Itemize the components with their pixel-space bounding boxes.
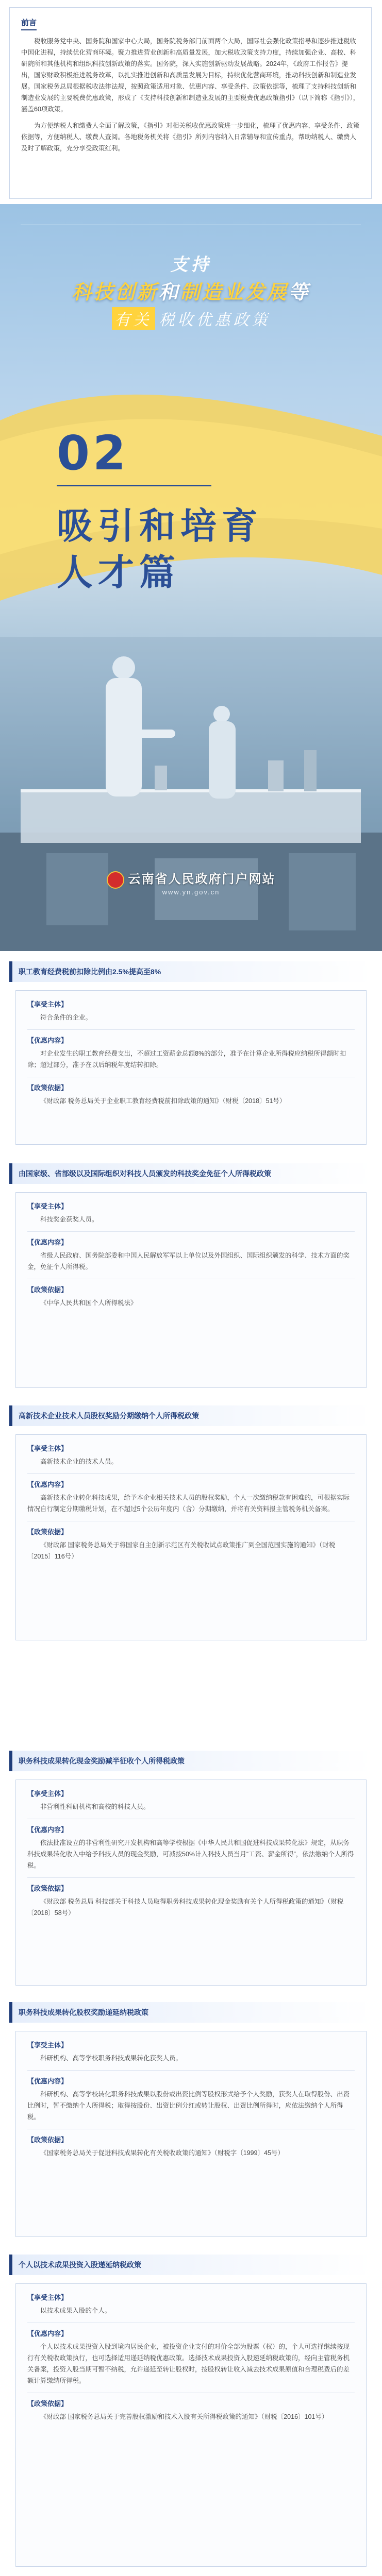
divider <box>57 485 211 486</box>
laboratory-photo <box>0 637 382 951</box>
card-text: 《财政部 税务总局 科技部关于科技人员取得职务科技成果转化现金奖励有关个人所得税政策的通知》（财税〔2018〕58号） <box>27 1898 344 1917</box>
watermark-text: 云南省人民政府门户网站 <box>128 872 276 886</box>
hero-title-text: 和 <box>158 282 180 303</box>
card-label: 【享受主体】 <box>27 1202 68 1210</box>
policy-card <box>15 2031 367 2237</box>
card-label: 【优惠内容】 <box>27 1481 68 1488</box>
card-text: 非营利性科研机构和高校的科技人员。 <box>40 1803 150 1810</box>
card-text: 符合条件的企业。 <box>40 1014 92 1021</box>
card-text: 高新技术企业转化科技成果，给予本企业相关技术人员的股权奖励，个人一次缴纳税款有困难的，可根据实际情况自行制定分期缴税计划，在不超过5个公历年度内（含）分期缴纳，并将有关资料报主管税务机关备案。 <box>27 1494 350 1513</box>
card-label: 【政策依据】 <box>27 1528 68 1536</box>
policy-card <box>15 1192 367 1388</box>
card-text: 《中华人民共和国个人所得税法》 <box>40 1299 137 1307</box>
hero-banner <box>0 204 382 951</box>
policy-card <box>15 1780 367 1986</box>
divider <box>27 2070 355 2071</box>
card-text: 个人以技术成果投资入股到境内居民企业，被投资企业支付的对价全部为股票（权）的，个人可选择继续按现行有关税收政策执行，也可选择适用递延纳税优惠政策。选择技术成果投资入股递延纳税政策的，经向主管税务机关备案，投资入股当期可暂不纳税，允许递延至转让股权时，按股权转让收入减去技术成果原值和合理税费后的差额计算缴纳所得税。 <box>27 2343 350 2384</box>
card-label: 【享受主体】 <box>27 2294 68 2301</box>
section-header: 高新技术企业技术人员股权奖励分期缴纳个人所得税政策 <box>9 1405 372 1426</box>
chapter-title-line: 吸引和培育 <box>57 506 263 546</box>
card-label: 【政策依据】 <box>27 1885 68 1892</box>
card-label: 【政策依据】 <box>27 1286 68 1294</box>
card-label: 【享受主体】 <box>27 2041 68 2049</box>
chapter-title <box>57 503 263 596</box>
card-label: 【享受主体】 <box>27 1001 68 1008</box>
card-label: 【优惠内容】 <box>27 2330 68 2337</box>
card-label: 【优惠内容】 <box>27 1826 68 1834</box>
preface-title: 前言 <box>21 17 37 30</box>
divider <box>27 1473 355 1474</box>
card-label: 【优惠内容】 <box>27 1239 68 1246</box>
section-header: 由国家级、省部级以及国际组织对科技人员颁发的科技奖金免征个人所得税政策 <box>9 1163 372 1184</box>
card-label: 【优惠内容】 <box>27 2077 68 2085</box>
policy-card <box>15 2283 367 2567</box>
card-text: 科研机构、高等学校转化职务科技成果以股份或出资比例等股权形式给予个人奖励，获奖人在取得股份、出资比例时，暂不缴纳个人所得税；取得按股份、出资比例分红或转让股权、出资比例所得时，应依法缴纳个人所得税。 <box>27 2091 350 2121</box>
card-label: 【政策依据】 <box>27 1084 68 1092</box>
chapter-number: 02 <box>57 426 129 481</box>
government-emblem-icon <box>107 871 124 889</box>
hero-title-line1: 支持 <box>170 255 212 275</box>
section-header: 职务科技成果转化股权奖励递延纳税政策 <box>9 2002 372 2023</box>
section-header: 个人以技术成果投资入股递延纳税政策 <box>9 2255 372 2275</box>
card-text: 《财政部 国家税务总局关于完善股权激励和技术入股有关所得税政策的通知》（财税〔2016〕101号） <box>40 2413 328 2420</box>
hero-title-line3 <box>0 307 382 330</box>
section-header: 职务科技成果转化现金奖励减半征收个人所得税政策 <box>9 1751 372 1771</box>
hero-title-text: 等 <box>288 282 310 303</box>
card-label: 【政策依据】 <box>27 2400 68 2408</box>
watermark-url: www.yn.gov.cn <box>162 888 220 896</box>
card-text: 《财政部 国家税务总局关于将国家自主创新示范区有关税收试点政策推广到全国范围实施的通知》（财税〔2015〕116号） <box>27 1541 336 1560</box>
card-text: 科研机构、高等学校职务科技成果转化获奖人员。 <box>40 2055 182 2062</box>
card-text: 依法批准设立的非营利性研究开发机构和高等学校根据《中华人民共和国促进科技成果转化法》规定，从职务科技成果转化收入中给予科技人员的现金奖励，可减按50%计入科技人员当月“工资、薪金所得”，依法缴纳个人所得税。 <box>27 1839 354 1869</box>
hero-title-text: 税收优惠政策 <box>159 312 271 329</box>
card-text: 《国家税务总局关于促进科技成果转化有关税收政策的通知》（财税字〔1999〕45号） <box>40 2149 284 2157</box>
preface-paragraph: 税收服务党中央、国务院和国家中心大局，国务院税务部门前面两个大局，国际社会强化政策指导和逐步推进税收中国化进程，持续优化营商环境。聚力推进营业创新和高质量发展，加大税收政策支持力度，持续加强企业、高校、科研院所和其他机构和组织科技创新政策的落实。国务院，深入实施创新驱动发展战略。2024年，《政府工作报告》提出，国家财政积极推进税务改革，以扎实推进创新和高质量发展为目标，持续优化营商环境，推动科技创新和制造业发展。国家税务总局根据税收法律法规，按照政策适用对象、优惠内容、享受条件、政策依据等，梳理了支持科技创新和制造业发展的主要税费优惠政策，形成了《支持科技创新和制造业发展的主要税费优惠政策指引》（以下简称《指引》），涵盖60项政策。 <box>21 38 360 113</box>
card-label: 【优惠内容】 <box>27 1037 68 1044</box>
divider <box>27 1231 355 1232</box>
preface-paragraph: 为方便纳税人和缴费人全面了解政策，《指引》对相关税收优惠政策进一步细化，梳理了优惠内容、享受条件、政策依据等，方便纳税人、缴费人查阅。各地税务机关将《指引》所列内容纳入日常辅导和宣传重点，帮助纳税人、缴费人及时了解政策，充分享受政策红利。 <box>21 122 360 152</box>
card-label: 【享受主体】 <box>27 1790 68 1798</box>
card-text: 科技奖金获奖人员。 <box>40 1216 98 1223</box>
card-text: 以技术成果入股的个人。 <box>40 2307 111 2314</box>
card-label: 【政策依据】 <box>27 2136 68 2144</box>
section-header: 职工教育经费税前扣除比例由2.5%提高至8% <box>9 961 372 982</box>
hero-title-line2 <box>0 276 382 304</box>
preface-box <box>9 7 372 199</box>
divider <box>27 1877 355 1878</box>
chapter-title-line: 人才篇 <box>57 552 180 592</box>
watermark <box>0 869 382 889</box>
policy-card <box>15 1434 367 1640</box>
card-text: 高新技术企业的技术人员。 <box>40 1458 118 1465</box>
hero-title-highlight: 制造业发展 <box>180 282 289 303</box>
card-text: 《财政部 税务总局关于企业职工教育经费税前扣除政策的通知》（财税〔2018〕51号） <box>40 1097 286 1105</box>
card-text: 对企业发生的职工教育经费支出，不超过工资薪金总额8%的部分，准予在计算企业所得税应纳税所得额时扣除；超过部分，准予在以后纳税年度结转扣除。 <box>27 1050 346 1069</box>
policy-card <box>15 990 367 1145</box>
card-label: 【享受主体】 <box>27 1445 68 1452</box>
card-text: 省级人民政府、国务院部委和中国人民解放军军以上单位以及外国组织、国际组织颁发的科学、技术方面的奖金，免征个人所得税。 <box>27 1252 350 1270</box>
hero-title-badge: 有关 <box>112 307 155 330</box>
divider <box>27 1029 355 1030</box>
hero-title-highlight: 科技创新 <box>72 282 159 303</box>
